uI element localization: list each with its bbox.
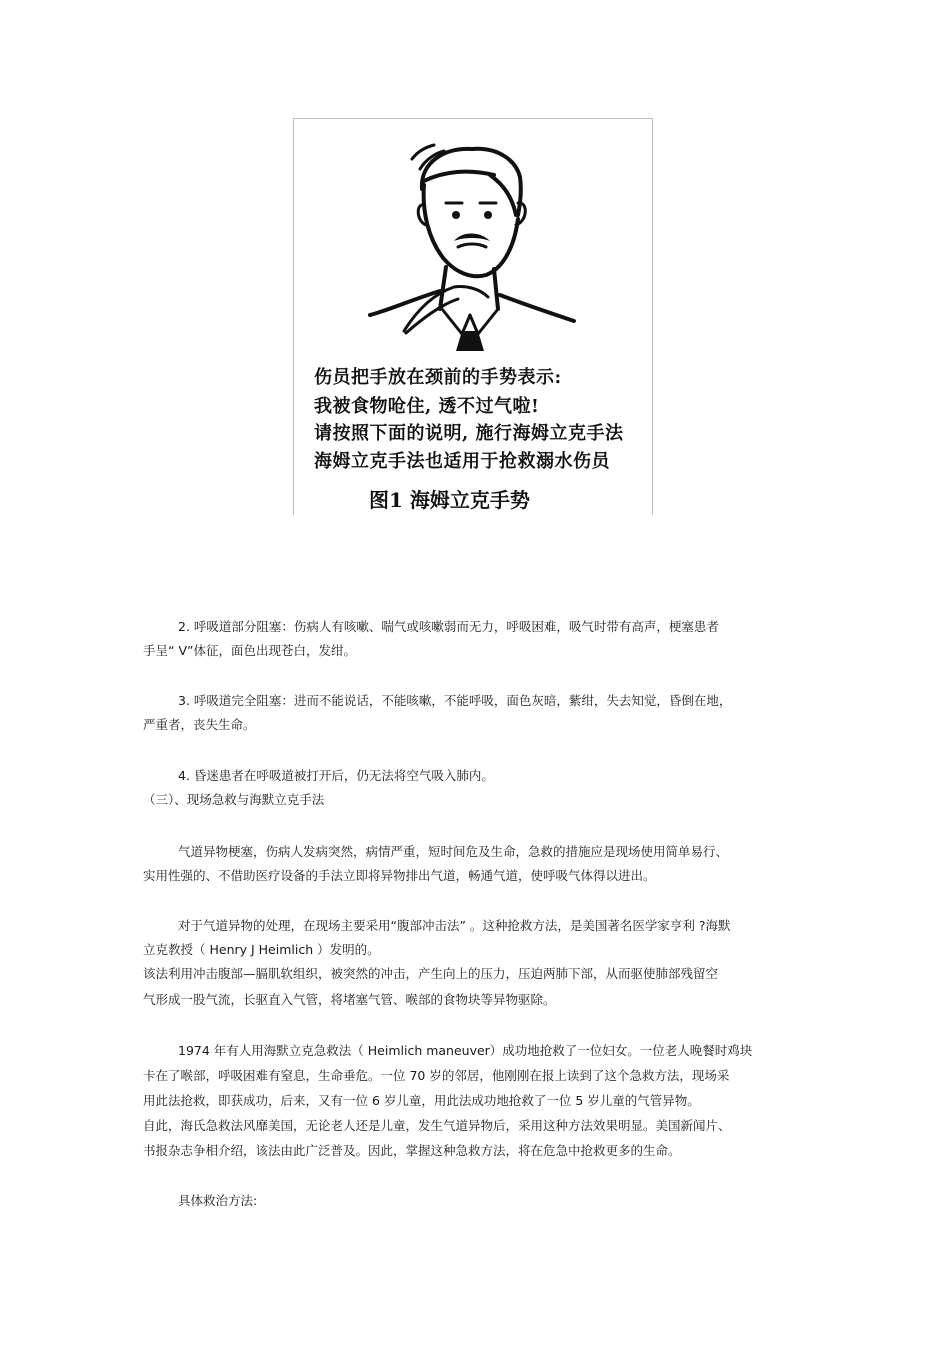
paragraph-history-cont: 用此法抢救，即获成功，后来，又有一位 6 岁儿童，用此法成功地抢救了一位 5 岁儿童的气管异物。 xyxy=(143,1093,700,1108)
paragraph-partial-obstruction: 2. 呼吸道部分阻塞：伤病人有咳嗽、喘气或咳嗽弱而无力，呼吸困难，吸气时带有高声，梗塞患者 xyxy=(178,619,719,634)
section-heading: （三）、现场急救与海默立克手法 xyxy=(143,792,325,807)
paragraph-abdominal-thrust-cont: 气形成一股气流，长驱直入气管，将堵塞气管、喉部的食物块等异物驱除。 xyxy=(143,992,556,1007)
figure-caption-line: 我被食物呛住, 透不过气啦! xyxy=(314,396,540,417)
figure-title: 图1 海姆立克手势 xyxy=(369,488,530,512)
treatment-methods-label: 具体救治方法: xyxy=(178,1193,258,1208)
paragraph-unconscious-patient: 4. 昏迷患者在呼吸道被打开后，仍无法将空气吸入肺内。 xyxy=(178,768,494,783)
paragraph-abdominal-thrust: 对于气道异物的处理，在现场主要采用“腹部冲击法” 。这种抢救方法，是美国著名医学家亨利 ?海默 xyxy=(178,918,731,933)
paragraph-abdominal-thrust-cont: 该法利用冲击腹部—膈肌软组织，被突然的冲击，产生向上的压力，压迫两肺下部，从而驱使肺部残留空 xyxy=(143,966,719,981)
paragraph-history: 1974 年有人用海默立克急救法（ Heimlich maneuver）成功地抢救了一位妇女。一位老人晚餐时鸡块 xyxy=(178,1043,753,1058)
paragraph-partial-obstruction-cont: 手呈“ V”体征，面色出现苍白，发绀。 xyxy=(143,643,356,658)
heimlich-gesture-figure xyxy=(293,118,653,515)
paragraph-history-cont: 书报杂志争相介绍，该法由此广泛普及。因此，掌握这种急救方法，将在危急中抢救更多的生命。 xyxy=(143,1143,681,1158)
paragraph-abdominal-thrust-cont: 立克教授（ Henry J Heimlich ）发明的。 xyxy=(143,942,380,957)
paragraph-complete-obstruction: 3. 呼吸道完全阻塞：进而不能说话，不能咳嗽，不能呼吸，面色灰暗，紫绀，失去知觉，昏倒在地， xyxy=(178,693,732,708)
paragraph-airway-obstruction: 气道异物梗塞，伤病人发病突然，病情严重，短时间危及生命，急救的措施应是现场使用简单易行、 xyxy=(178,844,729,859)
paragraph-airway-obstruction-cont: 实用性强的、不借助医疗设备的手法立即将异物排出气道，畅通气道，使呼吸气体得以进出。 xyxy=(143,868,656,883)
paragraph-history-cont: 自此，海氏急救法风靡美国，无论老人还是儿童，发生气道异物后，采用这种方法效果明显。美国新闻片、 xyxy=(143,1118,731,1133)
figure-caption-line: 伤员把手放在颈前的手势表示: xyxy=(314,367,562,388)
paragraph-complete-obstruction-cont: 严重者，丧失生命。 xyxy=(143,717,256,732)
paragraph-history-cont: 卡在了喉部，呼吸困难有窒息，生命垂危。一位 70 岁的邻居，他刚刚在报上读到了这个急救方法，现场采 xyxy=(143,1068,730,1083)
choking-man-illustration xyxy=(294,119,654,359)
figure-caption-line: 海姆立克手法也适用于抢救溺水伤员 xyxy=(314,451,610,472)
figure-caption-line: 请按照下面的说明, 施行海姆立克手法 xyxy=(314,423,624,444)
